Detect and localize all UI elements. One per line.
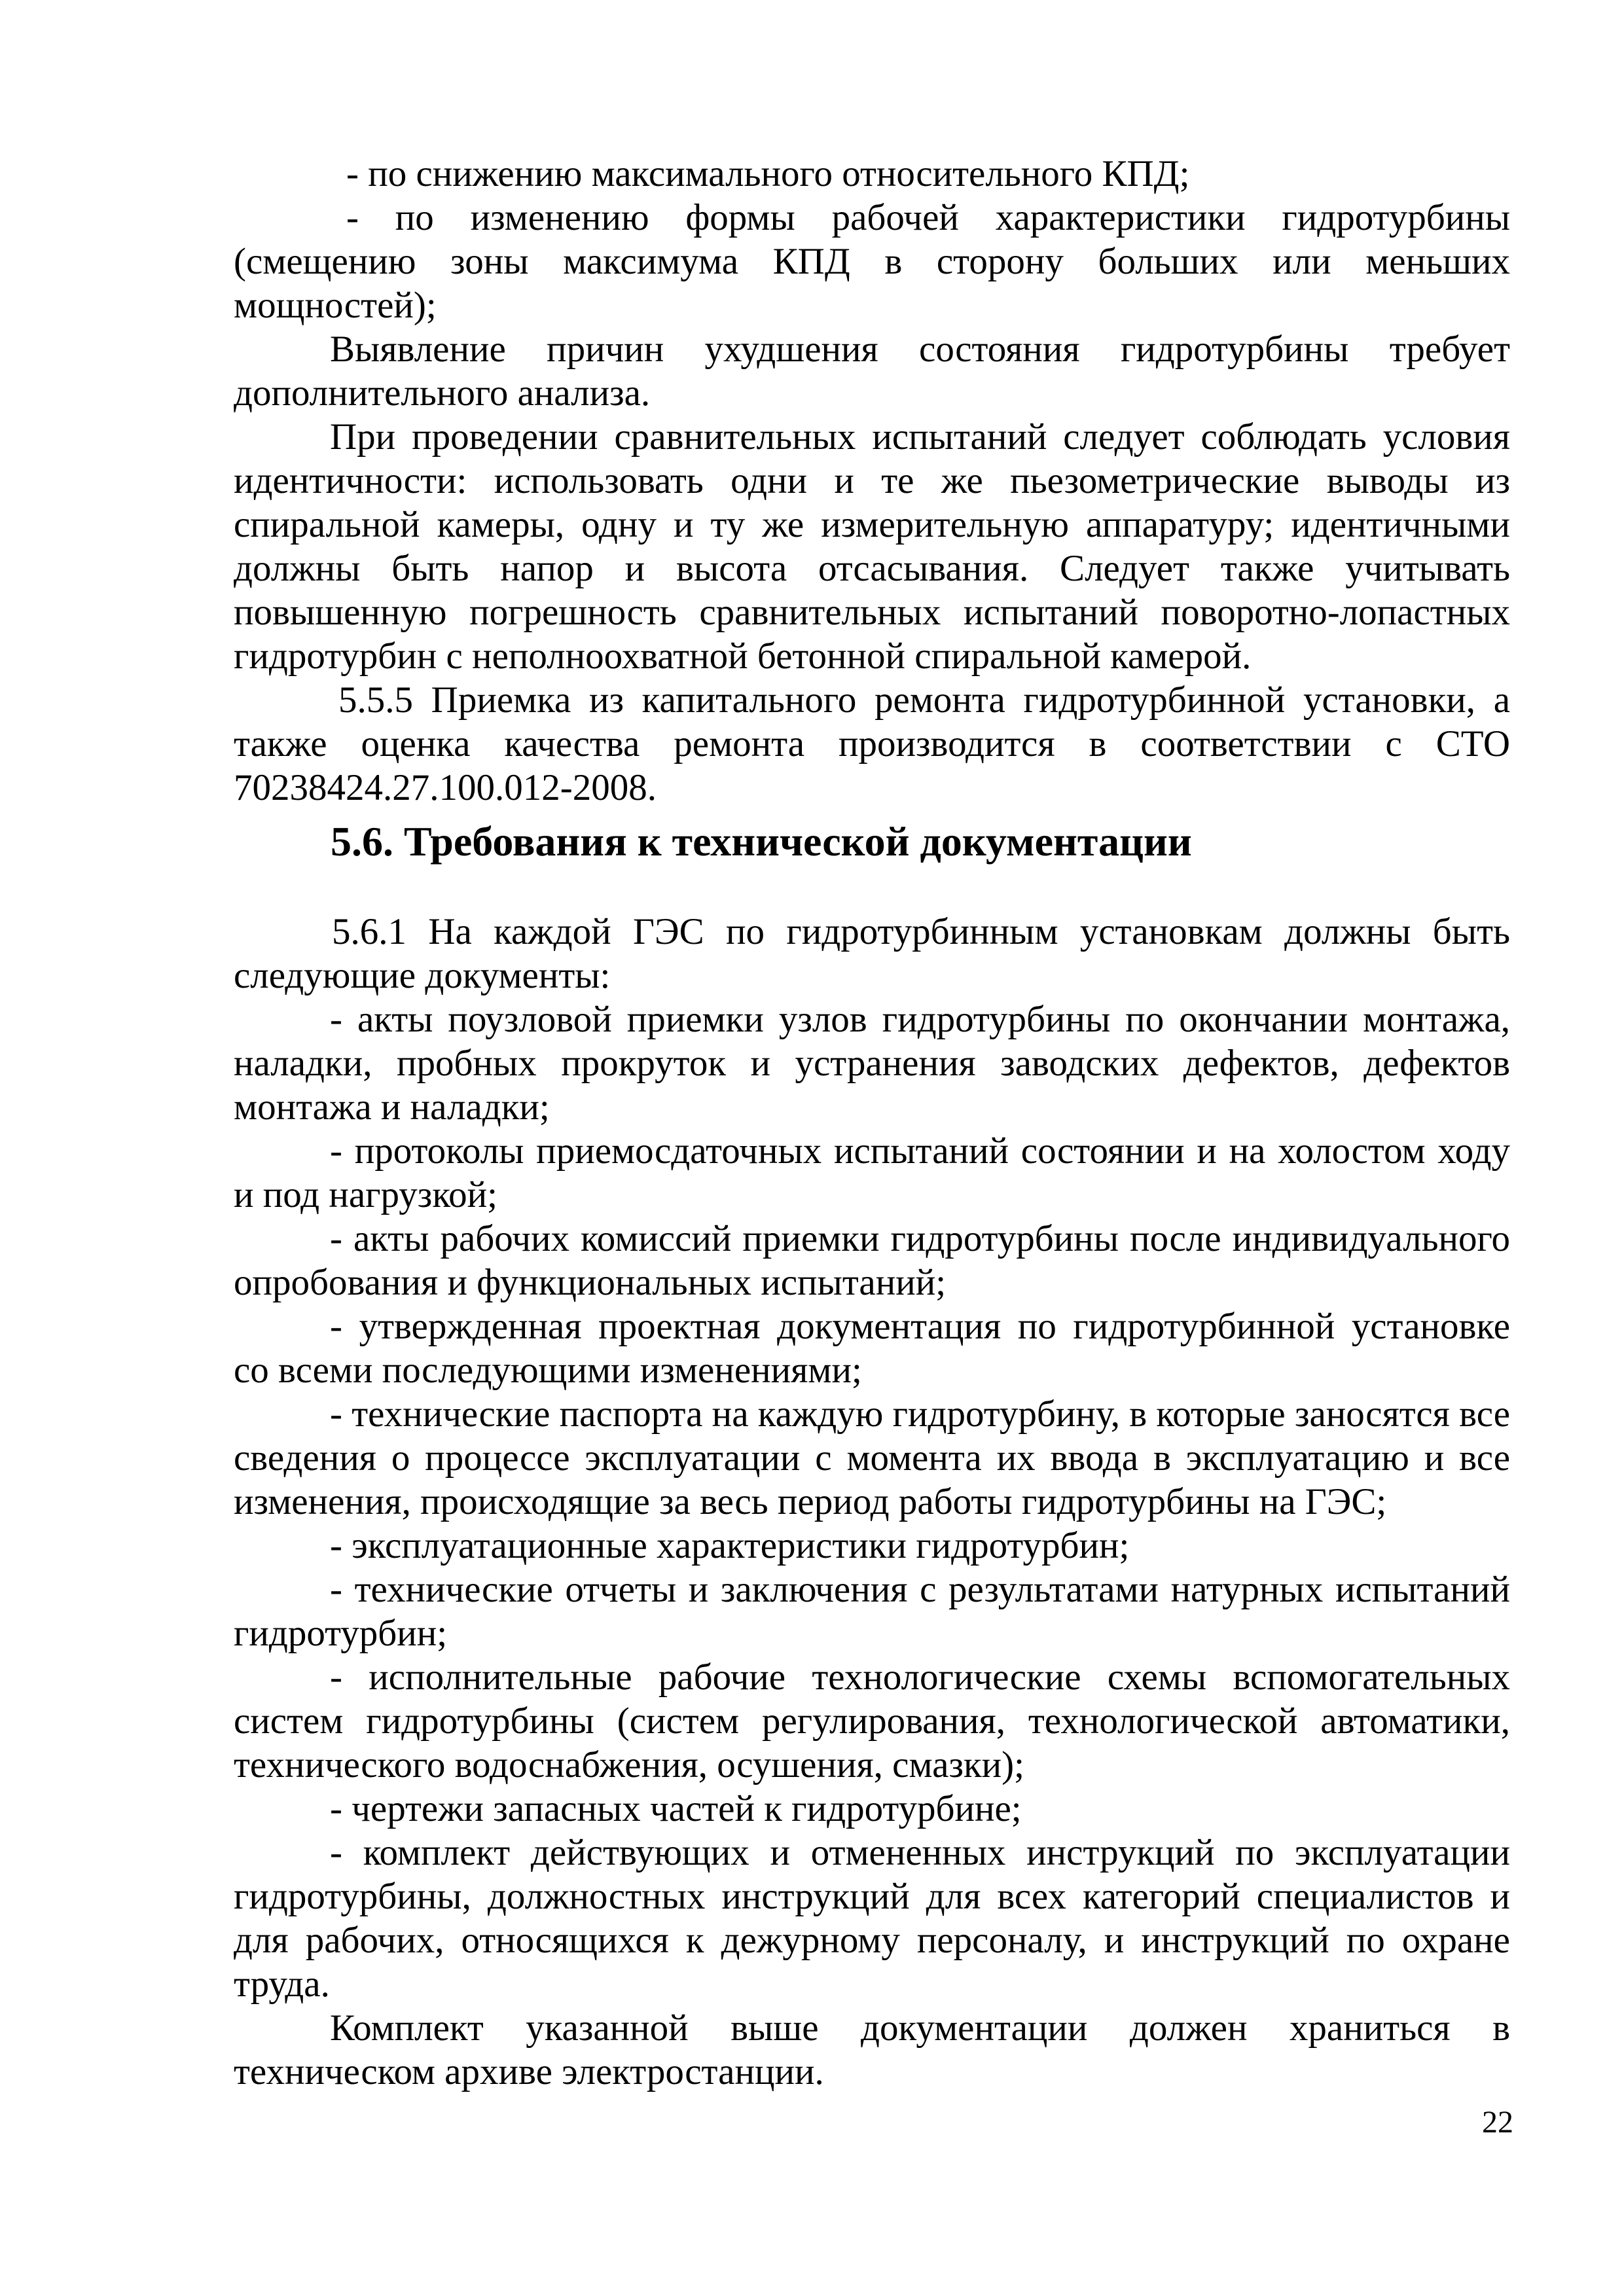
list-item: - комплект действующих и отмененных инструкций по эксплуатации гидротурбины, должностных инструкций для всех категорий специалистов и для рабочих, относящихся к дежурному персоналу, и инструкций по охране труда. [234,1832,1510,2005]
list-item: - чертежи запасных частей к гидротурбине; [330,1788,1022,1829]
page-number: 22 [1482,2105,1513,2140]
paragraph-archive: Комплект указанной выше документации должен храниться в техническом архиве электростанции. [234,2007,1510,2092]
paragraph-5-6-1: 5.6.1 На каждой ГЭС по гидротурбинным установкам должны быть следующие документы: [234,911,1510,996]
paragraph-comparative-tests: При проведении сравнительных испытаний следует соблюдать условия идентичности: использовать одни и те же пьезометрические выводы из спиральной камеры, одну и ту же измерительную аппаратуру; идентичными должны быть напор и высота отсасывания. Следует также учитывать повышенную погрешность сравнительных испытаний поворотно-лопастных гидротурбин с неполноохватной бетонной спиральной камерой. [234,416,1510,677]
list-item: - технические паспорта на каждую гидротурбину, в которые заносятся все сведения о процессе эксплуатации с момента их ввода в эксплуатацию и все изменения, происходящие за весь период работы гидротурбины на ГЭС; [234,1393,1510,1522]
section-heading: 5.6. Требования к технической документации [331,818,1192,865]
list-item: - исполнительные рабочие технологические схемы вспомогательных систем гидротурбины (систем регулирования, технологической автоматики, технического водоснабжения, осушения, смазки); [234,1657,1510,1785]
list-item: - утвержденная проектная документация по гидротурбинной установке со всеми последующими изменениями; [234,1306,1510,1391]
paragraph-5-5-5: 5.5.5 Приемка из капитального ремонта гидротурбинной установки, а также оценка качества ремонта производится в соответствии с СТО 70238424.27.100.012-2008. [234,679,1510,808]
list-item: - протоколы приемосдаточных испытаний состоянии и на холостом ходу и под нагрузкой; [234,1130,1510,1215]
list-item: - акты поузловой приемки узлов гидротурбины по окончании монтажа, наладки, пробных прокруток и устранения заводских дефектов, дефектов монтажа и наладки; [234,999,1510,1128]
top-text-block [234,152,1510,810]
section-text-block [234,910,1510,2094]
list-item: - акты рабочих комиссий приемки гидротурбины после индивидуального опробования и функциональных испытаний; [234,1218,1510,1303]
paragraph-efficiency-drop: - по снижению максимального относительного КПД; [346,153,1190,194]
paragraph-characteristic-shape: - по изменению формы рабочей характеристики гидротурбины (смещению зоны максимума КПД в сторону больших или меньших мощностей); [234,197,1510,326]
list-item: - эксплуатационные характеристики гидротурбин; [330,1525,1130,1566]
list-item: - технические отчеты и заключения с результатами натурных испытаний гидротурбин; [234,1569,1510,1654]
paragraph-cause-analysis: Выявление причин ухудшения состояния гидротурбины требует дополнительного анализа. [234,329,1510,414]
